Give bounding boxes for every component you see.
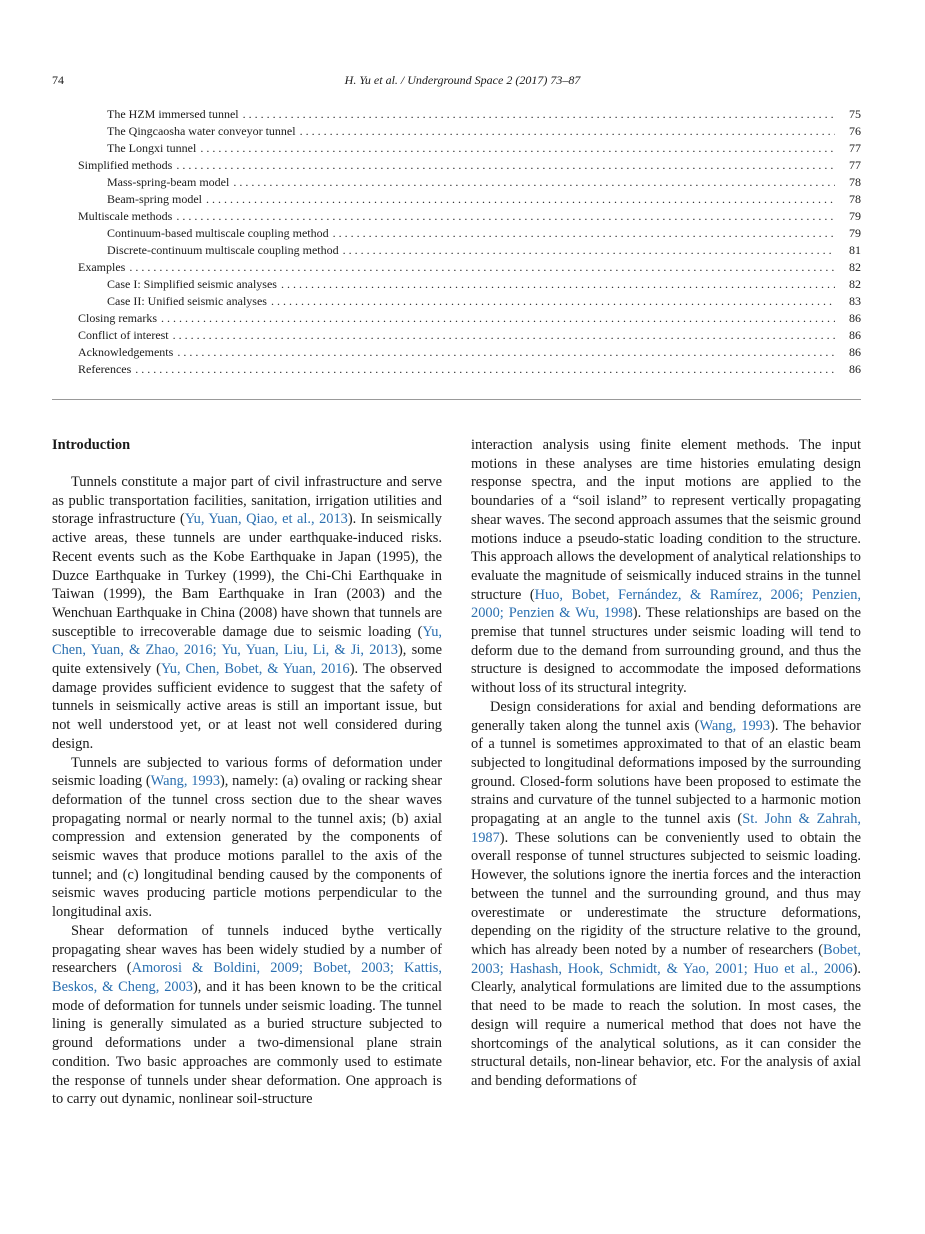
body-text: ). The observed damage provides sufficient evidence to suggest that the safety of tunnels in seismically active areas is still an important issue, but not well understood yet, or at least not well considered during design. (52, 661, 442, 752)
toc-entry-title: The Longxi tunnel (107, 141, 197, 155)
citation-link[interactable]: Amorosi & Boldini, 2009; Bobet, 2003; Kattis, Beskos, & Cheng, 2003 (52, 960, 442, 995)
toc-entry[interactable] (78, 140, 861, 157)
toc-entry-page: 76 (849, 124, 861, 138)
body-text: Tunnels constitute a major part of civil infrastructure and serve as public transportation facilities, sanitation, irrigation utilities and storage infrastructure ( (52, 474, 442, 528)
toc-entry[interactable] (78, 259, 861, 276)
toc-entry[interactable] (78, 225, 861, 242)
body-text: ), some quite extensively ( (52, 642, 443, 678)
running-head: H. Yu et al. / Underground Space 2 (2017) 73–87 (344, 73, 581, 87)
paragraph (471, 698, 861, 1091)
toc-dot-leader (161, 310, 835, 327)
toc-entry-title: The HZM immersed tunnel (107, 107, 239, 121)
toc-entry-title: References (78, 362, 132, 376)
toc-dot-leader (281, 276, 835, 293)
toc-dot-leader (176, 157, 835, 174)
citation-link[interactable]: Huo, Bobet, Fernández, & Ramírez, 2006; Penzien, 2000; Penzien & Wu, 1998 (471, 586, 861, 622)
toc-entry-page: 82 (849, 260, 861, 274)
body-text: Design considerations for axial and bending deformations are generally taken along the tunnel axis ( (471, 698, 861, 734)
toc-entry-title: Beam-spring model (107, 192, 202, 206)
toc-dot-leader (300, 123, 835, 140)
table-of-contents (78, 106, 861, 378)
toc-entry[interactable] (78, 208, 861, 225)
toc-dot-leader (206, 191, 835, 208)
toc-entry[interactable] (78, 106, 861, 123)
citation-link[interactable]: St. John & Zahrah, 1987 (471, 811, 861, 846)
toc-entry[interactable] (78, 191, 861, 208)
toc-entry-page: 79 (849, 209, 861, 223)
body-text: ), namely: (a) ovaling or racking shear deformation of the tunnel cross section due to the shear waves propagating normal or nearly normal to the tunnel axis; (b) axial compression and extension generated by the components of seismic waves that produce motions parallel to the axis of the tunnel; and (c) longitudinal bending caused by the components of seismic waves producing particle motions perpendicular to the longitudinal axis. (52, 773, 442, 921)
paragraph-continued (471, 436, 861, 698)
citation-link[interactable]: Bobet, 2003; Hashash, Hook, Schmidt, & Yao, 2001; Huo et al., 2006 (471, 941, 861, 977)
body-text: ). The behavior of a tunnel is sometimes approximated to that of an elastic beam subjected to longitudinal deformations imposed by the surrounding ground. Closed-form solutions have been proposed to estimate the strains and curvature of the tunnel subjected to a harmonic motion propagating at an angle to the tunnel axis ( (471, 717, 862, 828)
toc-dot-leader (173, 327, 835, 344)
toc-entry-page: 86 (849, 345, 861, 359)
body-text: Shear deformation of tunnels induced bythe vertically propagating shear waves has been widely studied by a number of researchers ( (52, 922, 442, 977)
toc-entry-page: 86 (849, 328, 861, 342)
toc-entry-page: 78 (849, 192, 861, 206)
toc-entry-page: 75 (849, 107, 861, 121)
toc-entry[interactable] (78, 344, 861, 361)
toc-entry[interactable] (78, 123, 861, 140)
toc-entry[interactable] (78, 157, 861, 174)
body-text: ), and it has been known to be the critical mode of deformation for tunnels under seismic loading. The tunnel lining is generally simulated as a buried structure subjected to ground deformations under a two-dimensional plane strain condition. Two basic approaches are commonly used to estimate the response of tunnels under shear deformation. One approach is to carry out dynamic, nonlinear soil-structure (52, 978, 442, 1108)
toc-entry-page: 86 (849, 311, 861, 325)
toc-dot-leader (333, 225, 835, 242)
toc-entry-title: Continuum-based multiscale coupling method (107, 226, 329, 240)
toc-entry-page: 77 (849, 158, 861, 172)
toc-entry[interactable] (78, 361, 861, 378)
toc-dot-leader (177, 344, 835, 361)
toc-entry[interactable] (78, 174, 861, 191)
toc-entry-page: 83 (849, 294, 861, 308)
toc-dot-leader (271, 293, 835, 310)
toc-entry-title: Acknowledgements (78, 345, 174, 359)
toc-dot-leader (200, 140, 835, 157)
toc-dot-leader (233, 174, 835, 191)
toc-dot-leader (129, 259, 835, 276)
page-number: 74 (52, 73, 64, 87)
body-text: ). These solutions can be conveniently used to obtain the overall response of tunnel structures subjected to seismic loading. However, the solutions ignore the inertia forces and the interaction between the tunnel and the surrounding ground, and thus may overestimate or underestimate the structure deformations, depending on the rigidity of the structure relative to the ground, which has already been noted by a number of researchers ( (471, 829, 861, 958)
toc-dot-leader (243, 106, 835, 123)
toc-entry-title: Case I: Simplified seismic analyses (107, 277, 277, 291)
toc-entry[interactable] (78, 242, 861, 259)
citation-link[interactable]: Yu, Chen, Bobet, & Yuan, 2016 (160, 661, 350, 678)
toc-entry-title: Discrete-continuum multiscale coupling method (107, 243, 339, 257)
body-text: ). Clearly, analytical formulations are limited due to the assumptions that need to be made to reach the solution. In most cases, the design will require a numerical method that does not have the shortcomings of the analytical solutions, as it can consider the structural details, non-linear behavior, etc. For the analysis of axial and bending deformations of (471, 960, 861, 1089)
toc-entry[interactable] (78, 310, 861, 327)
section-heading-introduction: Introduction (52, 437, 131, 453)
body-text: ). In seismically active areas, these tunnels are under earthquake-induced risks. Recent events such as the Kobe Earthquake in Japan (1995), the Duzce Earthquake in Turkey (1999), the Chi-Chi Earthquake in Taiwan (1999), the Bam Earthquake in Iran (2003) and the Wenchuan Earthquake in China (2008) have shown that tunnels are susceptible to irrecoverable damage due to seismic loading ( (52, 511, 442, 640)
toc-dot-leader (343, 242, 835, 259)
toc-entry-page: 77 (849, 141, 861, 155)
toc-entry-page: 79 (849, 226, 861, 240)
toc-dot-leader (135, 361, 835, 378)
body-text: ). These relationships are based on the premise that tunnel structures under seismic loading will tend to deform due to the demand from surrounding ground, and thus the structure is designed to accommodate the imposed deformations without loss of its structural integrity. (471, 605, 861, 697)
citation-link[interactable]: Wang, 1993 (699, 717, 771, 734)
toc-entry-title: Conflict of interest (78, 328, 169, 342)
paragraph (52, 473, 442, 754)
right-column (471, 436, 861, 1091)
toc-entry-title: Examples (78, 260, 126, 274)
toc-entry[interactable] (78, 293, 861, 310)
citation-link[interactable]: Yu, Chen, Yuan, & Zhao, 2016; Yu, Yuan, Liu, Li, & Ji, 2013 (52, 623, 442, 659)
body-text: interaction analysis using finite element methods. The input motions in these analyses are time histories emulating design response spectra, and the input motions are applied to the boundaries of a “soil island” to represent vertically propagating shear waves. The second approach assumes that the seismic ground motions induce a pseudo-static loading condition to the structure. This approach allows the development of analytical relationships to evaluate the magnitude of seismically induced strains in the tunnel structure ( (471, 437, 861, 603)
paragraph (52, 754, 442, 922)
toc-entry-page: 82 (849, 277, 861, 291)
toc-entry-title: Closing remarks (78, 311, 157, 325)
paragraph (52, 922, 442, 1109)
toc-entry[interactable] (78, 327, 861, 344)
toc-entry-title: Mass-spring-beam model (107, 175, 230, 189)
body-text: Tunnels are subjected to various forms of deformation under seismic loading ( (52, 754, 442, 790)
toc-entry[interactable] (78, 276, 861, 293)
toc-dot-leader (176, 208, 835, 225)
left-column (52, 436, 442, 1109)
toc-entry-page: 86 (849, 362, 861, 376)
toc-entry-title: Simplified methods (78, 158, 173, 172)
toc-entry-title: Multiscale methods (78, 209, 173, 223)
toc-entry-title: Case II: Unified seismic analyses (107, 294, 267, 308)
citation-link[interactable]: Yu, Yuan, Qiao, et al., 2013 (184, 511, 348, 528)
toc-entry-title: The Qingcaosha water conveyor tunnel (107, 124, 296, 138)
toc-entry-page: 81 (849, 243, 861, 257)
section-divider (52, 399, 861, 400)
citation-link[interactable]: Wang, 1993 (150, 773, 221, 790)
toc-entry-page: 78 (849, 175, 861, 189)
